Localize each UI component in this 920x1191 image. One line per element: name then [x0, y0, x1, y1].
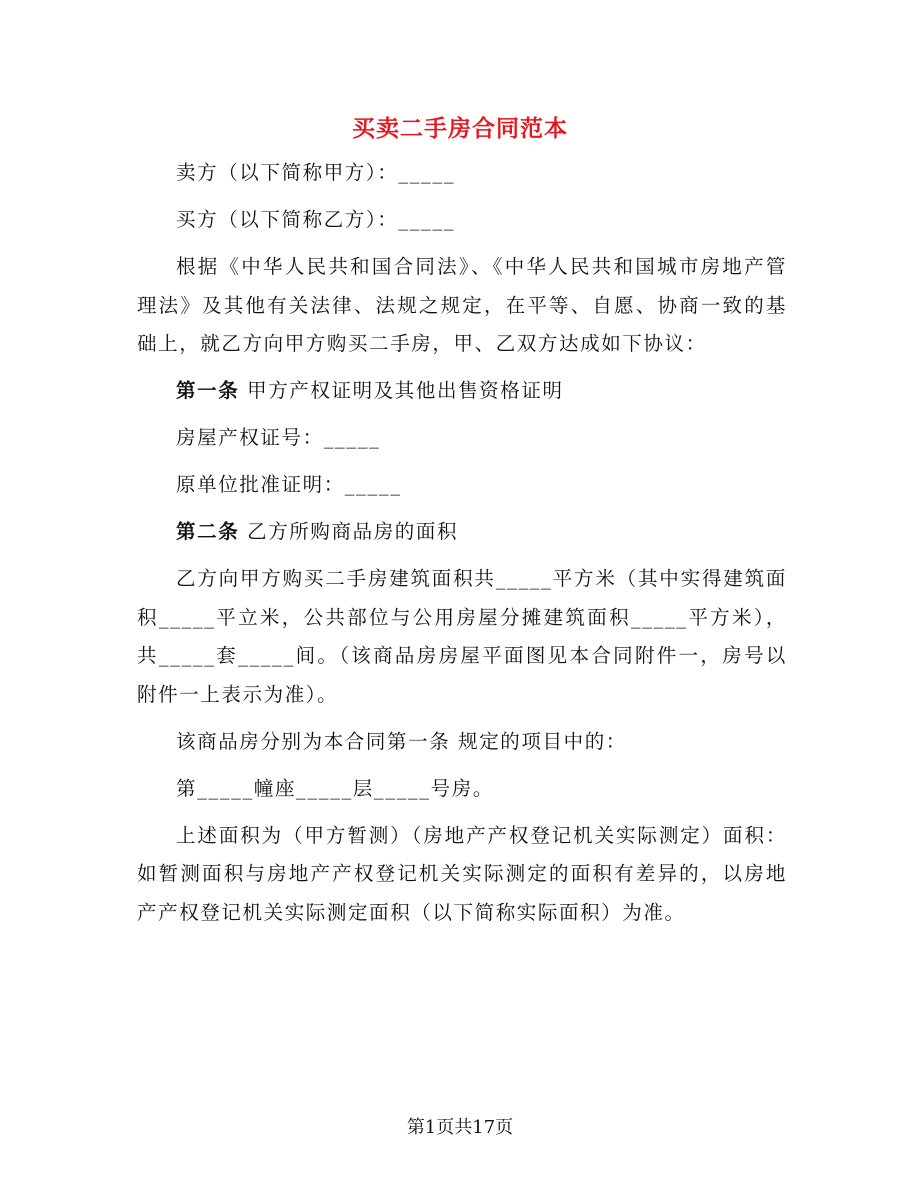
article-2-number: 第二条: [176, 520, 240, 543]
seller-line: 卖方（以下简称甲方）：_____: [176, 161, 456, 184]
project-line: 该商品房分别为本合同第一条 规定的项目中的：: [176, 729, 627, 753]
article-1-number: 第一条: [176, 379, 240, 402]
article-1-title: 甲方产权证明及其他出售资格证明: [239, 379, 564, 402]
article-2-title: 乙方所购商品房的面积: [239, 520, 459, 543]
article-1-heading-line: [137, 372, 787, 411]
approval-cert-line: 原单位批准证明：_____: [176, 473, 402, 496]
document-title: 买卖二手房合同范本: [352, 115, 568, 142]
area-paragraph: 乙方向甲方购买二手房建筑面积共_____平方米（其中实得建筑面积_____平立米，公共部位与公用房屋分摊建筑面积_____平方米），共_____套_____间。（该商品房房屋平面图见本合同附件一，房号以附件一上表示为准）。: [137, 567, 788, 706]
property-cert-line: 房屋产权证号：_____: [176, 426, 381, 449]
page-number: 第1页共17页: [406, 1117, 514, 1138]
unit-line: 第_____幢座_____层_____号房。: [176, 776, 494, 800]
preamble-paragraph: 根据《中华人民共和国合同法》、《中华人民共和国城市房地产管理法》及其他有关法律、法规之规定，在平等、自愿、协商一致的基础上，就乙方向甲方购买二手房，甲、乙双方达成如下协议：: [137, 255, 787, 355]
measurement-paragraph: 上述面积为（甲方暂测）（房地产产权登记机关实际测定）面积：如暂测面积与房地产产权登记机关实际测定的面积有差异的，以房地产产权登记机关实际测定面积（以下简称实际面积）为准。: [137, 823, 787, 924]
document-body: [137, 154, 787, 932]
article-2-heading-line: [137, 513, 787, 552]
buyer-line: 买方（以下简称乙方）：_____: [176, 208, 456, 231]
